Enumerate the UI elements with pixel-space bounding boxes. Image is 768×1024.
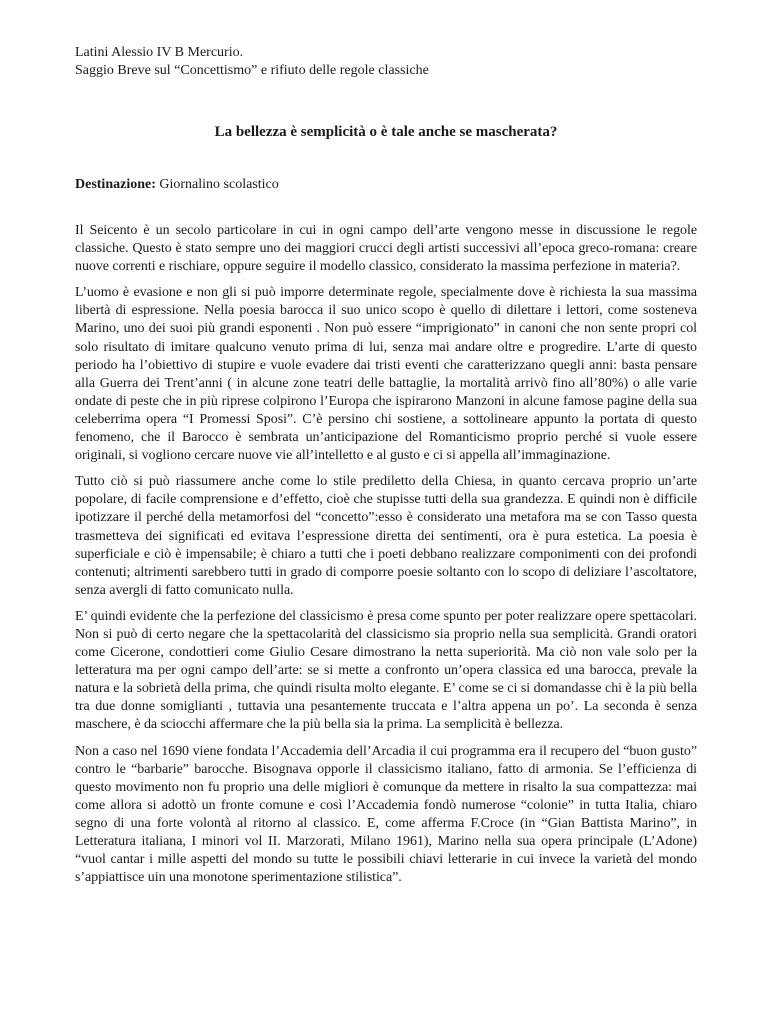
paragraph-1: Il Seicento è un secolo particolare in cui in ogni campo dell’arte vengono messe in discussione le regole classiche. Questo è stato sempre uno dei maggiori crucci degli artisti successivi all’epoca greco-romana: creare nuove correnti e rischiare, oppure seguire il modello classico, considerato la massima perfezione in materia?. [75, 223, 697, 275]
destination-line [75, 176, 279, 194]
subject-line: Saggio Breve sul “Concettismo” e rifiuto delle regole classiche [75, 63, 429, 78]
author-line: Latini Alessio IV B Mercurio. [75, 45, 244, 60]
destination-value: Giornalino scolastico [159, 177, 279, 192]
paragraph-5: Non a caso nel 1690 viene fondata l’Accademia dell’Arcadia il cui programma era il recupero del “buon gusto” contro le “barbarie” barocche. Bisognava opporle il classicismo italiano, fatto di armonia. Se l’efficienza di questo movimento non fu proprio una delle migliori è comunque da mettere in risalto la sua compattezza: mai come allora si adottò un fronte comune e così l’Accademia fondò numerose “colonie” in tutta Italia, chiaro segno di una forte volontà al ritorno al classico. E, come afferma F.Croce (in “Gian Battista Marino”, in Letteratura italiana, I minori vol II. Marzorati, Milano 1961), Marino nella sua opera principale (L’Adone) “vuol cantar i mille aspetti del mondo su tutte le possibili chiavi letterarie in cui invece la varietà del mondo s’appiattisce uin una monotone sperimentazione stilistica”. [75, 743, 697, 886]
destination-label: Destinazione: [75, 177, 156, 192]
paragraph-3: Tutto ciò si può riassumere anche come lo stile prediletto della Chiesa, in quanto cercava proprio un’arte popolare, di facile comprensione e d’effetto, cioè che stupisse tutti della sua grandezza. E quindi non è difficile ipotizzare il perché della metamorfosi del “concetto”:esso è considerato una metafora ma se con Tasso questa trasmetteva dei significati ed evitava l’espressione diretta dei sentimenti, ora è pura estetica. La poesia è superficiale e ciò è impensabile; è chiaro a tutti che i poeti debbano realizzare componimenti con dei profondi contenuti; altrimenti sarebbero tutti in grado di comporre poesie soltanto con lo scopo di deliziare l’ascoltatore, senza avergli di fatto comunicato nulla. [75, 474, 697, 598]
document-page [75, 44, 697, 886]
document-title: La bellezza è semplicità o è tale anche se mascherata? [214, 124, 558, 140]
essay-body [75, 222, 697, 895]
paragraph-4: E’ quindi evidente che la perfezione del classicismo è presa come spunto per poter realizzare opere spettacolari. Non si può di certo negare che la spettacolarità del classicismo sia proprio nella sua semplicità. Grandi oratori come Cicerone, condottieri come Giulio Cesare dimostrano la netta superiorità. Ma ciò non vale solo per la letteratura ma per ogni campo dell’arte: se si mette a confronto un’opera classica ed una barocca, prevale la natura e la sobrietà della prima, che quindi risulta molto elegante. E’ come se ci si domandasse chi è la più bella tra due donne somiglianti , tuttavia una pesantemente truccata e l’altra appena un po’. La seconda è senza maschere, è da sciocchi affermare che la più bella sia la prima. La semplicità è bellezza. [75, 608, 697, 733]
paragraph-2: L’uomo è evasione e non gli si può imporre determinate regole, specialmente dove è richiesta la sua massima libertà di espressione. Nella poesia barocca il suo unico scopo è quello di dilettare i lettori, come sosteneva Marino, uno dei suoi più grandi esponenti . Non può essere “imprigionato” in canoni che non sente propri col solo risultato di imitare qualcuno venuto prima di lui, senza mai andare oltre e progredire. L’arte di questo periodo ha l’obiettivo di stupire e vuole evadere dai tristi eventi che caratterizzano quegli anni: basta pensare alla Guerra dei Trent’anni ( in alcune zone teatri delle battaglie, la mortalità arrivò fino all’80%) o alle varie ondate di peste che in più riprese colpirono l’Europa che ispirarono Manzoni in alcune famose pagine della sua celeberrima opera “I Promessi Sposi”. C’è persino chi sostiene, a sottolineare appunto la portata di questo fenomeno, che il Barocco è sembrata un’anticipazione del Romanticismo proprio perché si vuole essere originali, si vogliono cercare nuove vie all’intelletto e al gusto e ci si appella all’immaginazione. [75, 285, 697, 464]
